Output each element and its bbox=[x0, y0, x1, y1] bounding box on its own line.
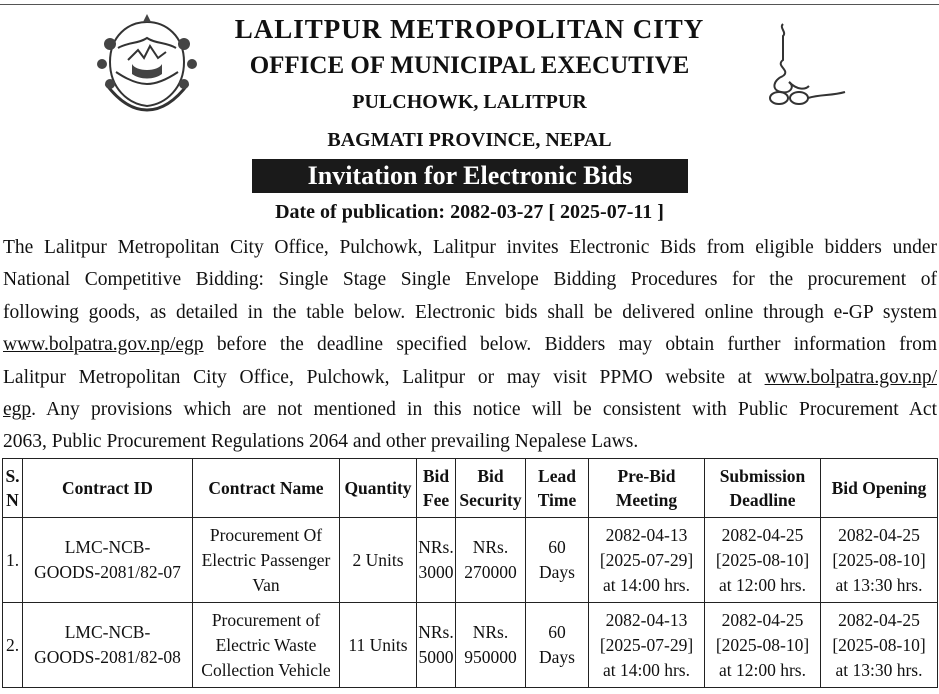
notice-body bbox=[3, 232, 937, 459]
cell-contract-name: Procurement of Electric Waste Collection Vehicle bbox=[193, 603, 340, 688]
col-header-lead-time: Lead Time bbox=[526, 459, 589, 518]
cell-bid-opening: 2082-04-25 [2025-08-10] at 13:30 hrs. bbox=[821, 518, 938, 603]
cell-quantity: 11 Units bbox=[340, 603, 417, 688]
table-row bbox=[3, 603, 938, 688]
col-header-sn: S. N bbox=[3, 459, 23, 518]
body-line bbox=[3, 362, 937, 394]
body-text: Lalitpur Metropolitan City Office, Pulchowk, Lalitpur or may visit PPMO website at bbox=[3, 366, 765, 388]
cell-bid-opening: 2082-04-25 [2025-08-10] at 13:30 hrs. bbox=[821, 603, 938, 688]
body-line: 2063, Public Procurement Regulations 2064 and other prevailing Nepalese Laws. bbox=[3, 431, 639, 453]
cell-quantity: 2 Units bbox=[340, 518, 417, 603]
notice-title: Invitation for Electronic Bids bbox=[252, 159, 688, 193]
province-name: BAGMATI PROVINCE, NEPAL bbox=[327, 129, 612, 151]
col-header-bid-security: Bid Security bbox=[456, 459, 526, 518]
cell-sn: 2. bbox=[3, 603, 23, 688]
egp-link[interactable]: www.bolpatra.gov.np/egp bbox=[3, 334, 204, 356]
ppmo-link-cont[interactable]: egp bbox=[3, 398, 32, 420]
col-header-quantity: Quantity bbox=[340, 459, 417, 518]
body-line bbox=[3, 329, 937, 361]
col-header-pre-bid: Pre-Bid Meeting bbox=[589, 459, 705, 518]
body-line: The Lalitpur Metropolitan City Office, Pulchowk, Lalitpur invites Electronic Bids from eligible bidders under bbox=[3, 237, 937, 258]
cell-bid-security: NRs. 950000 bbox=[456, 603, 526, 688]
cell-lead-time: 60 Days bbox=[526, 518, 589, 603]
office-name: OFFICE OF MUNICIPAL EXECUTIVE bbox=[249, 52, 690, 79]
office-location: PULCHOWK, LALITPUR bbox=[352, 91, 587, 113]
cell-pre-bid: 2082-04-13 [2025-07-29] at 14:00 hrs. bbox=[589, 518, 705, 603]
cell-contract-id: LMC-NCB- GOODS-2081/82-07 bbox=[23, 518, 193, 603]
col-header-bid-fee: Bid Fee bbox=[417, 459, 456, 518]
body-line: National Competitive Bidding: Single Stage Single Envelope Bidding Procedures for the procurement of bbox=[3, 269, 937, 291]
city-name: LALITPUR METROPOLITAN CITY bbox=[234, 14, 705, 44]
body-line bbox=[3, 394, 937, 426]
cell-contract-name: Procurement Of Electric Passenger Van bbox=[193, 518, 340, 603]
ppmo-link[interactable]: www.bolpatra.gov.np/ bbox=[764, 366, 937, 388]
table-header-row bbox=[3, 459, 938, 518]
col-header-bid-opening: Bid Opening bbox=[821, 459, 938, 518]
col-header-contract-id: Contract ID bbox=[23, 459, 193, 518]
body-text: before the deadline specified below. Bidders may obtain further information from bbox=[203, 334, 937, 356]
cell-pre-bid: 2082-04-13 [2025-07-29] at 14:00 hrs. bbox=[589, 603, 705, 688]
table-row bbox=[3, 518, 938, 603]
cell-bid-fee: NRs. 5000 bbox=[417, 603, 456, 688]
cell-bid-security: NRs. 270000 bbox=[456, 518, 526, 603]
body-line: following goods, as detailed in the table below. Electronic bids shall be delivered online through e-GP system bbox=[3, 301, 937, 323]
cell-sn: 1. bbox=[3, 518, 23, 603]
cell-lead-time: 60 Days bbox=[526, 603, 589, 688]
cell-bid-fee: NRs. 3000 bbox=[417, 518, 456, 603]
cell-contract-id: LMC-NCB- GOODS-2081/82-08 bbox=[23, 603, 193, 688]
cell-submission: 2082-04-25 [2025-08-10] at 12:00 hrs. bbox=[705, 518, 821, 603]
top-border bbox=[0, 4, 939, 5]
col-header-contract-name: Contract Name bbox=[193, 459, 340, 518]
publication-date: Date of publication: 2082-03-27 [ 2025-07-11 ] bbox=[275, 201, 664, 223]
cell-submission: 2082-04-25 [2025-08-10] at 12:00 hrs. bbox=[705, 603, 821, 688]
col-header-submission: Submission Deadline bbox=[705, 459, 821, 518]
bids-table bbox=[2, 458, 938, 688]
body-text: . Any provisions which are not mentioned in this notice will be consistent with Public Procurement Act bbox=[31, 398, 937, 420]
